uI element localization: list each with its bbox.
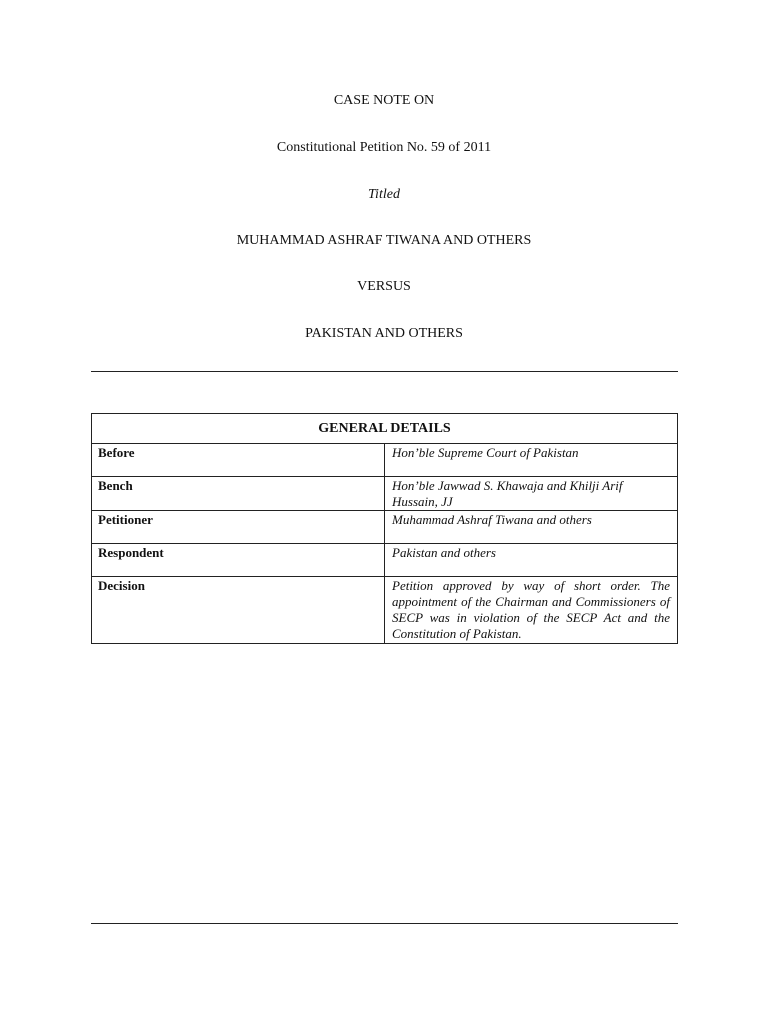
row-value: Muhammad Ashraf Tiwana and others [385,511,678,544]
versus-label: VERSUS [357,279,411,294]
row-value: Hon’ble Jawwad S. Khawaja and Khilji Arif Hussain, JJ [385,477,678,511]
case-note-heading: CASE NOTE ON [333,93,435,108]
respondent-party: PAKISTAN AND OTHERS [305,326,463,341]
table-header-row [92,414,678,444]
general-details-table [91,413,678,644]
row-value: Petition approved by way of short order. The appointment of the Chairman and Commissioners of SECP was in violation of the SECP Act and the Constitution of Pakistan. [385,577,678,644]
petition-number: Constitutional Petition No. 59 of 2011 [276,140,492,155]
table-row-decision [92,577,678,644]
table-row-bench [92,477,678,511]
row-label: Respondent [92,544,385,577]
row-label: Bench [92,477,385,511]
row-label: Decision [92,577,385,644]
bottom-divider [91,923,678,924]
row-value: Hon’ble Supreme Court of Pakistan [385,444,678,477]
top-divider [91,371,678,372]
table-row-respondent [92,544,678,577]
titled-label: Titled [368,187,400,202]
row-value: Pakistan and others [385,544,678,577]
row-label: Before [92,444,385,477]
table-row-before [92,444,678,477]
row-label: Petitioner [92,511,385,544]
petitioner-party: MUHAMMAD ASHRAF TIWANA AND OTHERS [236,233,532,248]
general-details-title: GENERAL DETAILS [92,414,678,444]
table-row-petitioner [92,511,678,544]
